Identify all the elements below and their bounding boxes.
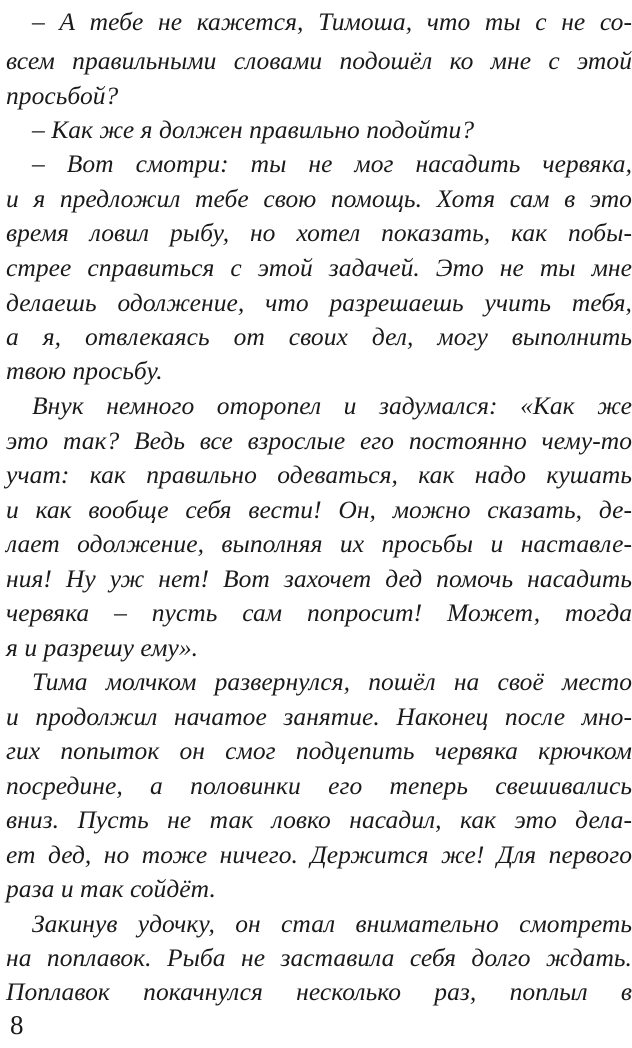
text-line: и как вообще себя вести! Он, можно сказать, де-: [6, 495, 632, 524]
text-line: лает одолжение, выполняя их просьбы и наставле-: [6, 529, 632, 558]
text-line: – Вот смотри: ты не мог насадить червяка,: [32, 149, 632, 178]
text-line: – А тебе не кажется, Тимоша, что ты с не со-: [32, 7, 632, 36]
text-line: вниз. Пусть не так ловко насадил, как это дела-: [6, 805, 632, 834]
book-page: [6, 0, 632, 1048]
text-line: время ловил рыбу, но хотел показать, как побы-: [6, 218, 632, 247]
text-line: это так? Ведь все взрослые его постоянно чему-то: [6, 426, 632, 455]
text-line: делаешь одолжение, что разрешаешь учить тебя,: [6, 288, 632, 317]
text-line: просьбой?: [6, 81, 119, 110]
text-line: гих попыток он смог подцепить червяка крючком: [6, 736, 632, 765]
text-line: раза и так сойдёт.: [6, 874, 216, 903]
text-line: я и разрешу ему».: [6, 633, 199, 662]
text-line: на поплавок. Рыба не заставила себя долго ждать.: [6, 943, 632, 972]
text-line: стрее справиться с этой задачей. Это не ты мне: [6, 253, 632, 282]
text-line: твою просьбу.: [6, 356, 163, 385]
text-line: и продолжил начатое занятие. Наконец после мно-: [6, 702, 632, 731]
text-line: червяка – пусть сам попросит! Может, тогда: [6, 598, 632, 627]
text-line: Закинув удочку, он стал внимательно смотреть: [32, 909, 632, 938]
text-line: всем правильными словами подошёл ко мне с этой: [6, 46, 632, 75]
text-line: Поплавок покачнулся несколько раз, поплыл в: [6, 977, 632, 1006]
text-line: посредине, а половинки его теперь свешивались: [6, 771, 632, 800]
text-line: – Как же я должен правильно подойти?: [32, 115, 475, 144]
text-line: и я предложил тебе свою помощь. Хотя сам в это: [6, 184, 632, 213]
text-line: Внук немного оторопел и задумался: «Как же: [32, 391, 632, 420]
text-line: Тима молчком развернулся, пошёл на своё место: [32, 667, 632, 696]
text-line: ния! Ну уж нет! Вот захочет дед помочь насадить: [6, 564, 632, 593]
text-line: а я, отвлекаясь от своих дел, могу выполнить: [6, 322, 632, 351]
text-line: учат: как правильно одеваться, как надо кушать: [6, 460, 632, 489]
text-line: ет дед, но тоже ничего. Держится же! Для первого: [6, 840, 632, 869]
page-number: 8: [10, 1010, 24, 1040]
